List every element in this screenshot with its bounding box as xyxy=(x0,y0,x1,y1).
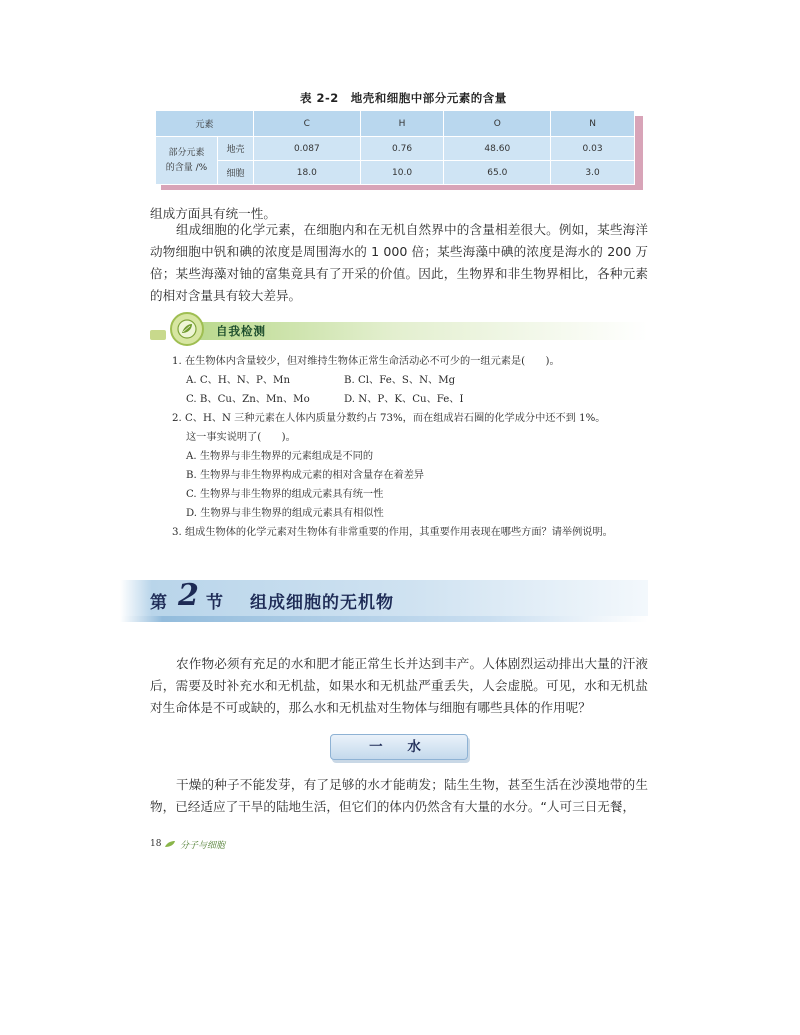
table-cell: 18.0 xyxy=(254,161,361,185)
self-test-label: 自我检测 xyxy=(216,324,266,338)
section-prefix: 第 xyxy=(150,593,167,613)
body-paragraph: 组成方面具有统一性。 xyxy=(150,206,276,221)
leaf-icon xyxy=(164,840,176,848)
question-2-continued: 这一事实说明了( )。 xyxy=(186,432,296,443)
option-a: A. C、H、N、P、Mn xyxy=(186,375,291,386)
table-row-label: 地壳 xyxy=(218,137,254,161)
section-number: 2 xyxy=(178,578,199,613)
table-cell: 0.76 xyxy=(360,137,444,161)
group-label-line: 的含量 /% xyxy=(165,162,208,173)
section-suffix: 节 xyxy=(206,593,223,613)
subheading-text: 一 水 xyxy=(369,739,431,755)
table-group-label xyxy=(156,137,218,185)
option-c: C. 生物界与非生物界的组成元素具有统一性 xyxy=(186,489,384,500)
option-b: B. 生物界与非生物界构成元素的相对含量存在着差异 xyxy=(186,470,425,481)
water-paragraph: 干燥的种子不能发芽，有了足够的水才能萌发；陆生生物，甚至生活在沙漠地带的生物，已经适应了干旱的陆地生活，但它们的体内仍然含有大量的水分。“人可三日无餐， xyxy=(150,777,648,814)
table-header-row xyxy=(156,111,635,137)
table-cell: 0.03 xyxy=(551,137,635,161)
self-test-questions xyxy=(172,352,652,542)
question-2: 2. C、H、N 三种元素在人体内质量分数约占 73%，而在组成岩石圈的化学成分中还不到 1%。 xyxy=(172,413,606,424)
table-header-cell: 元素 xyxy=(156,111,254,137)
intro-paragraph: 农作物必须有充足的水和肥才能正常生长并达到丰产。人体剧烈运动排出大量的汗液后，需要及时补充水和无机盐，如果水和无机盐严重丢失，人会虚脱。可见，水和无机盐对生命体是不可或缺的，那么水和无机盐对生物体与细胞有哪些具体的作用呢？ xyxy=(150,656,648,715)
subheading-pill xyxy=(330,734,468,760)
table-cell: 65.0 xyxy=(444,161,551,185)
option-c: C. B、Cu、Zn、Mn、Mo xyxy=(186,394,310,405)
option-a: A. 生物界与非生物界的元素组成是不同的 xyxy=(186,451,374,462)
option-b: B. Cl、Fe、S、N、Mg xyxy=(344,375,456,386)
table-header-cell: O xyxy=(444,111,551,137)
table-cell: 3.0 xyxy=(551,161,635,185)
table-cell: 0.087 xyxy=(254,137,361,161)
leaf-icon xyxy=(170,312,204,346)
table-header-cell: N xyxy=(551,111,635,137)
book-title: 分子与细胞 xyxy=(180,841,226,851)
table-row-label: 细胞 xyxy=(218,161,254,185)
body-paragraph: 组成细胞的化学元素，在细胞内和在无机自然界中的含量相差很大。例如，某些海洋动物细胞中钒和碘的浓度是周围海水的 1 000 倍；某些海藻中碘的浓度是海水的 200 万倍；某些海藻对铀的富集竟具有了开采的价值。因此，生物界和非生物界相比，各种元素的相对含量具有较大差异。 xyxy=(150,222,648,303)
table-header-cell: C xyxy=(254,111,361,137)
table-row xyxy=(156,161,635,185)
self-test-banner xyxy=(150,312,648,348)
element-content-table xyxy=(155,110,635,185)
table-cell: 48.60 xyxy=(444,137,551,161)
self-test-tab xyxy=(150,330,166,340)
section-heading-underline xyxy=(120,616,648,622)
group-label-line: 部分元素 xyxy=(168,147,205,158)
option-d: D. 生物界与非生物界的组成元素具有相似性 xyxy=(186,508,384,519)
question-1-options-row xyxy=(172,390,652,409)
table-header-cell: H xyxy=(360,111,444,137)
option-d: D. N、P、K、Cu、Fe、I xyxy=(344,394,464,405)
question-1: 1. 在生物体内含量较少，但对维持生物体正常生命活动必不可少的一组元素是( )。 xyxy=(172,356,560,367)
question-1-options-row xyxy=(172,371,652,390)
section-heading xyxy=(120,580,648,622)
table-cell: 10.0 xyxy=(360,161,444,185)
page-number: 18 xyxy=(150,839,162,849)
question-3: 3. 组成生物体的化学元素对生物体有非常重要的作用，其重要作用表现在哪些方面？请举例说明。 xyxy=(172,527,613,538)
table-caption: 表 2-2 地壳和细胞中部分元素的含量 xyxy=(300,91,507,105)
section-title: 组成细胞的无机物 xyxy=(250,593,394,613)
table-row xyxy=(156,137,635,161)
